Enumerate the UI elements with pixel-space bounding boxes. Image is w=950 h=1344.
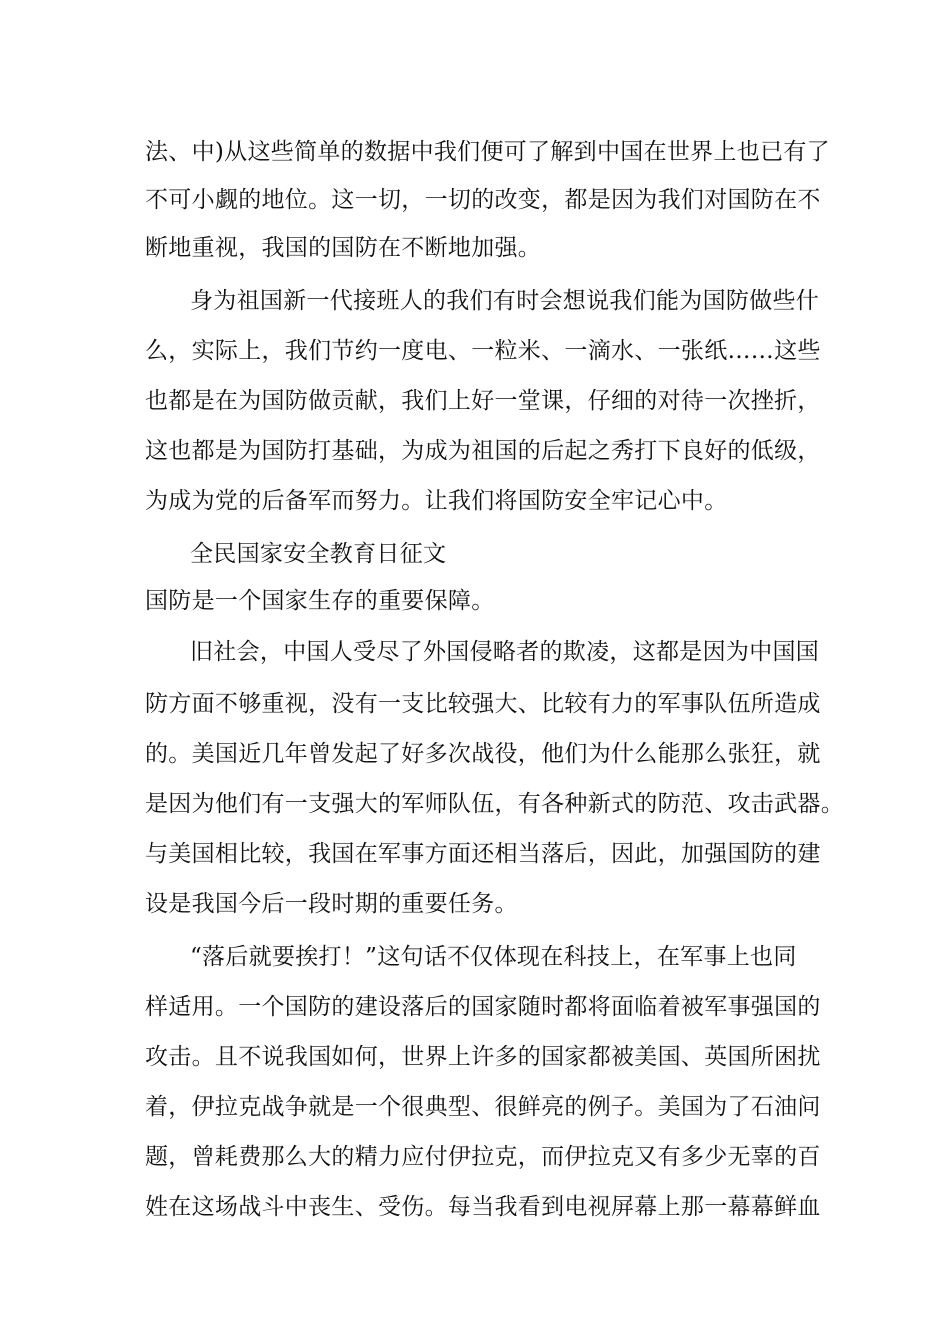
text-line: 也都是在为国防做贡献，我们上好一堂课，仔细的对待一次挫折， xyxy=(145,388,821,414)
text-line: 与美国相比较，我国在军事方面还相当落后，因此，加强国防的建 xyxy=(145,841,821,867)
text-line: 题，曾耗费那么大的精力应付伊拉克，而伊拉克又有多少无辜的百 xyxy=(145,1144,821,1170)
text-line: 攻击。且不说我国如何，世界上许多的国家都被美国、英国所困扰 xyxy=(145,1044,821,1070)
text-line: 国防是一个国家生存的重要保障。 xyxy=(145,588,495,614)
text-line: 姓在这场战斗中丧生、受伤。每当我看到电视屏幕上那一幕幕鲜血 xyxy=(145,1194,821,1220)
text-line: 旧社会，中国人受尽了外国侵略者的欺凌，这都是因为中国国 xyxy=(190,639,820,665)
text-line: 设是我国今后一段时期的重要任务。 xyxy=(145,891,518,917)
text-line: 为成为党的后备军而努力。让我们将国防安全牢记心中。 xyxy=(145,488,728,514)
text-line: 身为祖国新一代接班人的我们有时会想说我们能为国防做些什 xyxy=(190,288,820,314)
text-line: 这也都是为国防打基础，为成为祖国的后起之秀打下良好的低级， xyxy=(145,438,821,464)
text-line: 是因为他们有一支强大的军师队伍，有各种新式的防范、攻击武器。 xyxy=(145,791,844,817)
text-line: 样适用。一个国防的建设落后的国家随时都将面临着被军事强国的 xyxy=(145,994,821,1020)
text-line: 的。美国近几年曾发起了好多次战役，他们为什么能那么张狂，就 xyxy=(145,741,821,767)
text-line: 断地重视，我国的国防在不断地加强。 xyxy=(145,235,542,261)
section-heading: 全民国家安全教育日征文 xyxy=(190,541,447,567)
text-line: 着，伊拉克战争就是一个很典型、很鲜亮的例子。美国为了石油问 xyxy=(145,1094,821,1120)
text-line: 么，实际上，我们节约一度电、一粒米、一滴水、一张纸……这些 xyxy=(145,338,821,364)
text-line: 法、中)从这些简单的数据中我们便可了解到中国在世界上也已有了 xyxy=(145,139,830,165)
text-line: 不可小觑的地位。这一切，一切的改变，都是因为我们对国防在不 xyxy=(145,187,821,213)
text-line: “落后就要挨打！”这句话不仅体现在科技上，在军事上也同 xyxy=(190,944,797,970)
text-line: 防方面不够重视，没有一支比较强大、比较有力的军事队伍所造成 xyxy=(145,691,821,717)
